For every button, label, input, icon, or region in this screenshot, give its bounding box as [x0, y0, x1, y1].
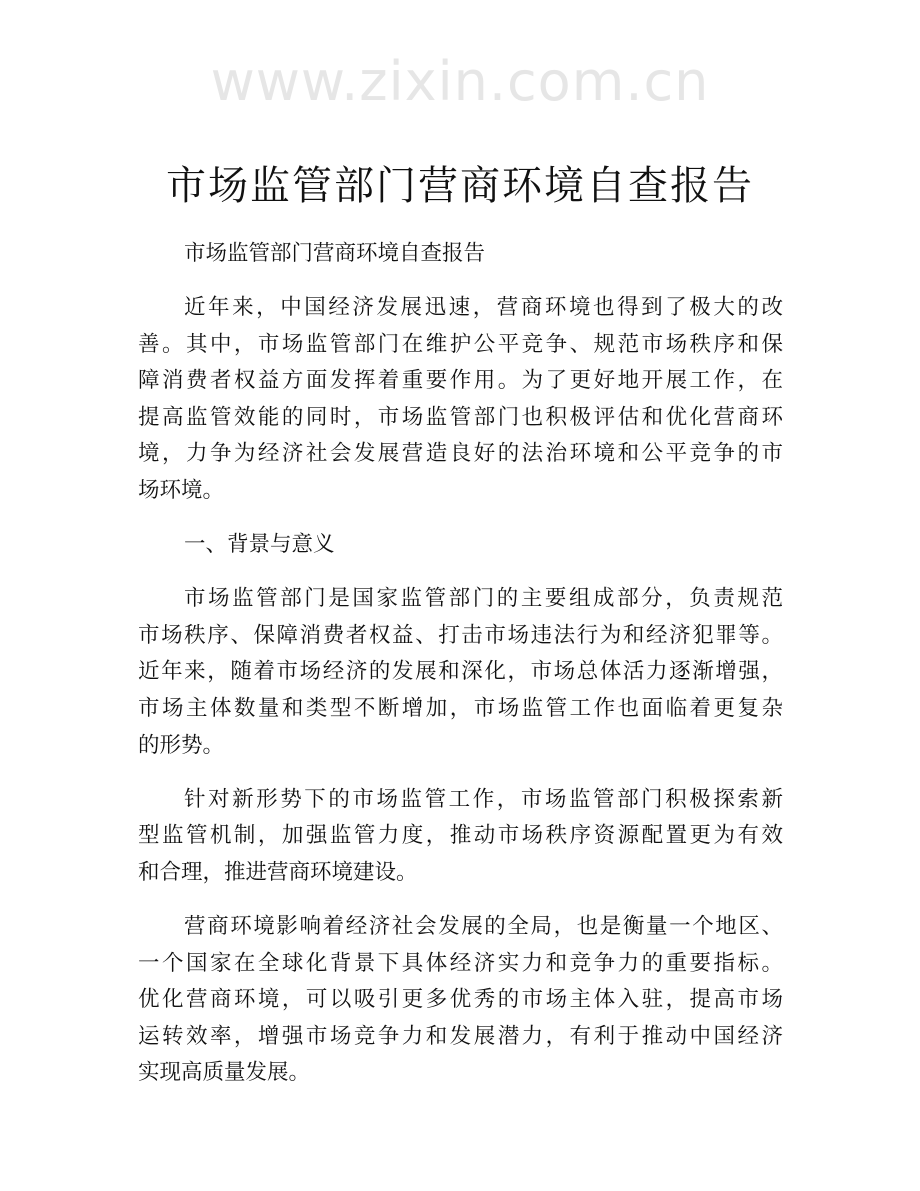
text-line: 一个国家在全球化背景下具体经济实力和竞争力的重要指标。	[138, 950, 783, 976]
text-line: 提高监管效能的同时，市场监管部门也积极评估和优化营商环	[138, 404, 783, 430]
text-line: 的形势。	[138, 732, 225, 758]
paragraph	[138, 290, 783, 510]
text-line: 市场监管部门是国家监管部门的主要组成部分，负责规范	[184, 586, 783, 612]
text-line: 实现高质量发展。	[138, 1060, 311, 1086]
document-body	[138, 236, 783, 1109]
text-line: 市场秩序、保障消费者权益、打击市场违法行为和经济犯罪等。	[138, 622, 783, 648]
section-heading	[138, 527, 783, 564]
text-line: 近年来，随着市场经济的发展和深化，市场总体活力逐渐增强，	[138, 659, 783, 685]
text-line: 市场监管部门营商环境自查报告	[184, 241, 486, 266]
text-line: 市场主体数量和类型不断增加，市场监管工作也面临着更复杂	[138, 696, 783, 722]
text-line: 运转效率，增强市场竞争力和发展潜力，有利于推动中国经济	[138, 1023, 783, 1049]
text-line: 障消费者权益方面发挥着重要作用。为了更好地开展工作，在	[138, 368, 783, 394]
document-title: 市场监管部门营商环境自查报告	[166, 163, 754, 209]
text-line: 场环境。	[138, 478, 225, 504]
text-line: 和合理，推进营商环境建设。	[138, 859, 418, 885]
text-line: 营商环境影响着经济社会发展的全局，也是衡量一个地区、	[184, 914, 783, 939]
text-line: 善。其中，市场监管部门在维护公平竞争、规范市场秩序和保	[138, 331, 783, 357]
text-line: 境，力争为经济社会发展营造良好的法治环境和公平竞争的市	[138, 441, 783, 467]
text-line: 一、背景与意义	[184, 532, 335, 558]
text-line: 型监管机制，加强监管力度，推动市场秩序资源配置更为有效	[138, 823, 783, 849]
text-line: 针对新形势下的市场监管工作，市场监管部门积极探索新	[184, 786, 783, 812]
paragraph	[138, 782, 783, 892]
paragraph	[138, 909, 783, 1092]
subtitle-paragraph	[138, 236, 783, 273]
paragraph	[138, 581, 783, 764]
watermark: www.zixin.com.cn	[210, 50, 710, 113]
text-line: 近年来，中国经济发展迅速，营商环境也得到了极大的改	[184, 295, 783, 321]
text-line: 优化营商环境，可以吸引更多优秀的市场主体入驻，提高市场	[138, 987, 783, 1013]
